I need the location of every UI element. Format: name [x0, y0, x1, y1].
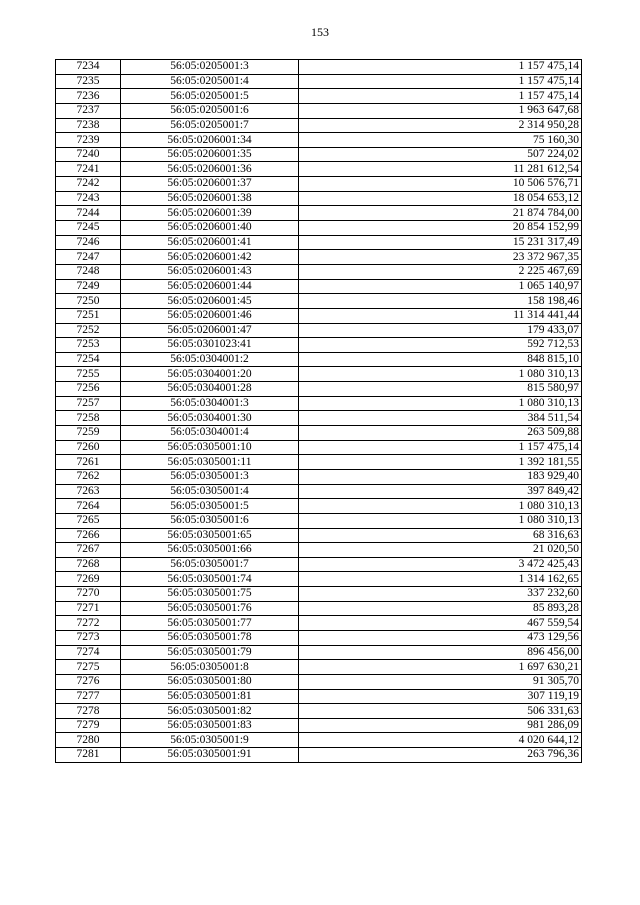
cadastral-number-cell: 56:05:0305001:65	[121, 528, 299, 543]
row-number-cell: 7266	[56, 528, 121, 543]
row-number-cell: 7254	[56, 352, 121, 367]
row-number-cell: 7244	[56, 206, 121, 221]
cadastral-number-cell: 56:05:0206001:41	[121, 235, 299, 250]
table-row	[56, 484, 582, 499]
cadastral-number-cell: 56:05:0206001:47	[121, 323, 299, 338]
row-number-cell: 7265	[56, 513, 121, 528]
value-cell: 21 874 784,00	[299, 206, 582, 221]
table-row	[56, 528, 582, 543]
table-row	[56, 616, 582, 631]
value-cell: 1 080 310,13	[299, 396, 582, 411]
table-row	[56, 382, 582, 397]
value-cell: 1 157 475,14	[299, 60, 582, 75]
table-row	[56, 338, 582, 353]
value-cell: 1 963 647,68	[299, 103, 582, 118]
table-body	[56, 60, 582, 763]
page-number: 153	[311, 25, 329, 39]
cadastral-number-cell: 56:05:0205001:7	[121, 118, 299, 133]
cadastral-number-cell: 56:05:0206001:37	[121, 177, 299, 192]
row-number-cell: 7240	[56, 147, 121, 162]
cadastral-number-cell: 56:05:0206001:38	[121, 191, 299, 206]
value-cell: 473 129,56	[299, 630, 582, 645]
row-number-cell: 7273	[56, 630, 121, 645]
row-number-cell: 7237	[56, 103, 121, 118]
table-row	[56, 513, 582, 528]
value-cell: 11 281 612,54	[299, 162, 582, 177]
cadastral-number-cell: 56:05:0305001:91	[121, 748, 299, 763]
row-number-cell: 7249	[56, 279, 121, 294]
value-cell: 1 065 140,97	[299, 279, 582, 294]
cadastral-number-cell: 56:05:0205001:6	[121, 103, 299, 118]
value-cell: 384 511,54	[299, 411, 582, 426]
row-number-cell: 7248	[56, 264, 121, 279]
table-row	[56, 103, 582, 118]
value-cell: 10 506 576,71	[299, 177, 582, 192]
row-number-cell: 7234	[56, 60, 121, 75]
value-cell: 592 712,53	[299, 338, 582, 353]
row-number-cell: 7277	[56, 689, 121, 704]
value-cell: 2 225 467,69	[299, 264, 582, 279]
value-cell: 467 559,54	[299, 616, 582, 631]
value-cell: 85 893,28	[299, 601, 582, 616]
cadastral-number-cell: 56:05:0206001:43	[121, 264, 299, 279]
table-row	[56, 308, 582, 323]
row-number-cell: 7247	[56, 250, 121, 265]
value-cell: 1 080 310,13	[299, 367, 582, 382]
value-cell: 91 305,70	[299, 674, 582, 689]
table-row	[56, 250, 582, 265]
value-cell: 15 231 317,49	[299, 235, 582, 250]
cadastral-number-cell: 56:05:0305001:6	[121, 513, 299, 528]
row-number-cell: 7257	[56, 396, 121, 411]
value-cell: 506 331,63	[299, 704, 582, 719]
row-number-cell: 7260	[56, 440, 121, 455]
table-row	[56, 469, 582, 484]
table-row	[56, 162, 582, 177]
value-cell: 337 232,60	[299, 587, 582, 602]
table-row	[56, 543, 582, 558]
cadastral-number-cell: 56:05:0305001:77	[121, 616, 299, 631]
cadastral-number-cell: 56:05:0205001:3	[121, 60, 299, 75]
cadastral-number-cell: 56:05:0305001:4	[121, 484, 299, 499]
table-row	[56, 411, 582, 426]
value-cell: 397 849,42	[299, 484, 582, 499]
value-cell: 1 697 630,21	[299, 660, 582, 675]
table-row	[56, 601, 582, 616]
table-row	[56, 133, 582, 148]
table-row	[56, 118, 582, 133]
table-row	[56, 733, 582, 748]
value-cell: 158 198,46	[299, 294, 582, 309]
row-number-cell: 7275	[56, 660, 121, 675]
table-row	[56, 674, 582, 689]
table-row	[56, 352, 582, 367]
row-number-cell: 7252	[56, 323, 121, 338]
table-row	[56, 396, 582, 411]
cadastral-number-cell: 56:05:0206001:42	[121, 250, 299, 265]
row-number-cell: 7280	[56, 733, 121, 748]
cadastral-number-cell: 56:05:0305001:80	[121, 674, 299, 689]
row-number-cell: 7253	[56, 338, 121, 353]
value-cell: 179 433,07	[299, 323, 582, 338]
cadastral-number-cell: 56:05:0304001:3	[121, 396, 299, 411]
table-row	[56, 440, 582, 455]
value-cell: 21 020,50	[299, 543, 582, 558]
value-cell: 507 224,02	[299, 147, 582, 162]
value-cell: 183 929,40	[299, 469, 582, 484]
table-row	[56, 689, 582, 704]
table-row	[56, 147, 582, 162]
value-cell: 3 472 425,43	[299, 557, 582, 572]
row-number-cell: 7239	[56, 133, 121, 148]
cadastral-number-cell: 56:05:0205001:5	[121, 89, 299, 104]
value-cell: 263 796,36	[299, 748, 582, 763]
row-number-cell: 7268	[56, 557, 121, 572]
row-number-cell: 7236	[56, 89, 121, 104]
table-row	[56, 279, 582, 294]
value-cell: 1 157 475,14	[299, 89, 582, 104]
cadastral-number-cell: 56:05:0305001:74	[121, 572, 299, 587]
table-row	[56, 367, 582, 382]
value-cell: 263 509,88	[299, 426, 582, 441]
row-number-cell: 7270	[56, 587, 121, 602]
row-number-cell: 7278	[56, 704, 121, 719]
row-number-cell: 7259	[56, 426, 121, 441]
value-cell: 1 080 310,13	[299, 513, 582, 528]
table-row	[56, 645, 582, 660]
table-row	[56, 718, 582, 733]
value-cell: 307 119,19	[299, 689, 582, 704]
row-number-cell: 7235	[56, 74, 121, 89]
value-cell: 18 054 653,12	[299, 191, 582, 206]
row-number-cell: 7246	[56, 235, 121, 250]
cadastral-number-cell: 56:05:0305001:11	[121, 455, 299, 470]
table-row	[56, 660, 582, 675]
row-number-cell: 7251	[56, 308, 121, 323]
cadastral-number-cell: 56:05:0305001:66	[121, 543, 299, 558]
value-cell: 896 456,00	[299, 645, 582, 660]
table-row	[56, 60, 582, 75]
cadastral-number-cell: 56:05:0206001:44	[121, 279, 299, 294]
cadastral-number-cell: 56:05:0305001:8	[121, 660, 299, 675]
value-cell: 4 020 644,12	[299, 733, 582, 748]
row-number-cell: 7264	[56, 499, 121, 514]
cadastral-number-cell: 56:05:0206001:35	[121, 147, 299, 162]
table-row	[56, 704, 582, 719]
table-row	[56, 177, 582, 192]
value-cell: 1 392 181,55	[299, 455, 582, 470]
cadastral-number-cell: 56:05:0304001:4	[121, 426, 299, 441]
cadastral-value-table	[55, 59, 582, 763]
table-row	[56, 587, 582, 602]
value-cell: 1 314 162,65	[299, 572, 582, 587]
cadastral-number-cell: 56:05:0206001:39	[121, 206, 299, 221]
cadastral-number-cell: 56:05:0206001:36	[121, 162, 299, 177]
cadastral-number-cell: 56:05:0206001:40	[121, 221, 299, 236]
cadastral-number-cell: 56:05:0206001:46	[121, 308, 299, 323]
row-number-cell: 7263	[56, 484, 121, 499]
row-number-cell: 7258	[56, 411, 121, 426]
cadastral-number-cell: 56:05:0305001:78	[121, 630, 299, 645]
value-cell: 23 372 967,35	[299, 250, 582, 265]
value-cell: 1 157 475,14	[299, 74, 582, 89]
value-cell: 1 080 310,13	[299, 499, 582, 514]
table-row	[56, 630, 582, 645]
table-row	[56, 235, 582, 250]
value-cell: 2 314 950,28	[299, 118, 582, 133]
value-cell: 11 314 441,44	[299, 308, 582, 323]
table-row	[56, 206, 582, 221]
row-number-cell: 7276	[56, 674, 121, 689]
cadastral-number-cell: 56:05:0305001:7	[121, 557, 299, 572]
value-cell: 815 580,97	[299, 382, 582, 397]
cadastral-number-cell: 56:05:0305001:3	[121, 469, 299, 484]
row-number-cell: 7256	[56, 382, 121, 397]
value-cell: 848 815,10	[299, 352, 582, 367]
table-row	[56, 294, 582, 309]
row-number-cell: 7261	[56, 455, 121, 470]
cadastral-number-cell: 56:05:0205001:4	[121, 74, 299, 89]
cadastral-number-cell: 56:05:0305001:81	[121, 689, 299, 704]
row-number-cell: 7274	[56, 645, 121, 660]
cadastral-number-cell: 56:05:0304001:28	[121, 382, 299, 397]
cadastral-number-cell: 56:05:0304001:2	[121, 352, 299, 367]
cadastral-number-cell: 56:05:0305001:9	[121, 733, 299, 748]
cadastral-number-cell: 56:05:0305001:83	[121, 718, 299, 733]
table-row	[56, 323, 582, 338]
table-row	[56, 455, 582, 470]
value-cell: 68 316,63	[299, 528, 582, 543]
value-cell: 1 157 475,14	[299, 440, 582, 455]
row-number-cell: 7269	[56, 572, 121, 587]
cadastral-number-cell: 56:05:0305001:10	[121, 440, 299, 455]
table-row	[56, 191, 582, 206]
table-row	[56, 572, 582, 587]
row-number-cell: 7262	[56, 469, 121, 484]
table-row	[56, 499, 582, 514]
value-cell: 20 854 152,99	[299, 221, 582, 236]
row-number-cell: 7279	[56, 718, 121, 733]
row-number-cell: 7271	[56, 601, 121, 616]
value-cell: 75 160,30	[299, 133, 582, 148]
row-number-cell: 7245	[56, 221, 121, 236]
cadastral-number-cell: 56:05:0206001:34	[121, 133, 299, 148]
cadastral-number-cell: 56:05:0206001:45	[121, 294, 299, 309]
row-number-cell: 7250	[56, 294, 121, 309]
table-row	[56, 748, 582, 763]
cadastral-number-cell: 56:05:0305001:79	[121, 645, 299, 660]
cadastral-number-cell: 56:05:0305001:5	[121, 499, 299, 514]
cadastral-number-cell: 56:05:0304001:20	[121, 367, 299, 382]
row-number-cell: 7243	[56, 191, 121, 206]
value-cell: 981 286,09	[299, 718, 582, 733]
row-number-cell: 7281	[56, 748, 121, 763]
row-number-cell: 7267	[56, 543, 121, 558]
cadastral-number-cell: 56:05:0301023:41	[121, 338, 299, 353]
row-number-cell: 7242	[56, 177, 121, 192]
cadastral-number-cell: 56:05:0305001:75	[121, 587, 299, 602]
row-number-cell: 7238	[56, 118, 121, 133]
table-row	[56, 74, 582, 89]
table-row	[56, 426, 582, 441]
cadastral-number-cell: 56:05:0305001:82	[121, 704, 299, 719]
table-row	[56, 221, 582, 236]
row-number-cell: 7241	[56, 162, 121, 177]
cadastral-number-cell: 56:05:0305001:76	[121, 601, 299, 616]
cadastral-number-cell: 56:05:0304001:30	[121, 411, 299, 426]
row-number-cell: 7255	[56, 367, 121, 382]
table-row	[56, 89, 582, 104]
table-row	[56, 557, 582, 572]
table-row	[56, 264, 582, 279]
row-number-cell: 7272	[56, 616, 121, 631]
